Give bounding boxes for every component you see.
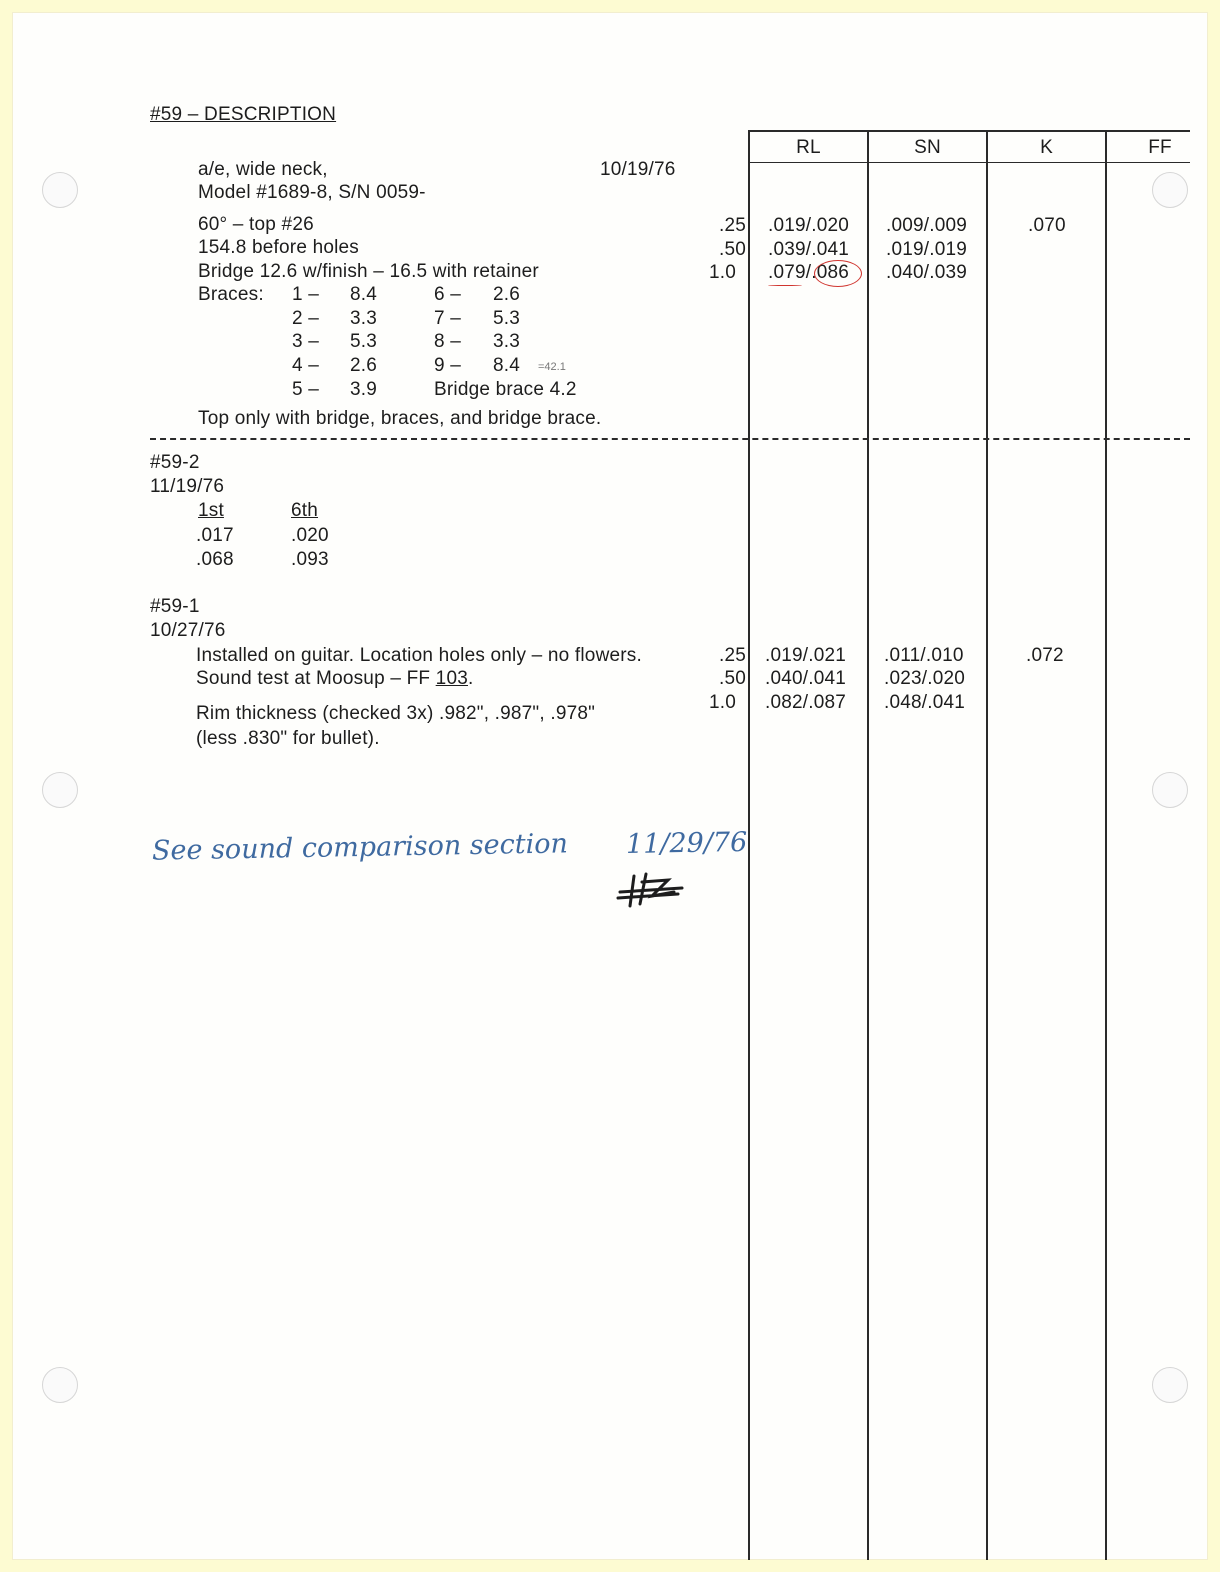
entry2-cell: .068	[196, 549, 234, 570]
entry1-line3: 60° – top #26	[198, 214, 314, 235]
red-underline-mark	[768, 285, 802, 286]
brace-number: 3 –	[292, 331, 320, 352]
entry3-line4: (less .830" for bullet).	[196, 728, 380, 749]
section-separator	[150, 438, 1190, 440]
load-value: .25	[718, 645, 746, 666]
column-header-sn: SN	[914, 137, 941, 158]
column-divider	[748, 130, 750, 1560]
brace-value: 2.6	[350, 355, 378, 376]
binder-hole	[1152, 1367, 1188, 1403]
entry2-id: #59-2	[150, 452, 200, 473]
entry2-col1-header: 1st	[198, 500, 224, 521]
brace-number: 2 –	[292, 308, 320, 329]
entry3-line2-number: 103	[435, 668, 468, 689]
brace-value: 3.3	[493, 331, 521, 352]
sn-value: .048/.041	[884, 692, 966, 713]
brace-value: 5.3	[493, 308, 521, 329]
column-divider	[986, 130, 988, 1560]
brace-value: 8.4	[493, 355, 521, 376]
brace-value: 2.6	[493, 284, 521, 305]
entry3-id: #59-1	[150, 596, 200, 617]
table-header-border	[748, 162, 1190, 163]
red-circle-mark	[814, 260, 862, 287]
load-value: .50	[718, 668, 746, 689]
load-value: 1.0	[708, 262, 736, 283]
entry1-line2: Model #1689-8, S/N 0059-	[198, 182, 426, 203]
entry3-line2-suffix: .	[467, 668, 474, 689]
braces-label: Braces:	[198, 284, 264, 305]
entry2-date: 11/19/76	[150, 476, 225, 497]
entry2-cell: .017	[196, 525, 234, 546]
brace-number: 1 –	[292, 284, 320, 305]
entry1-line4: 154.8 before holes	[198, 237, 359, 258]
binder-hole	[42, 772, 78, 808]
entry2-cell: .093	[291, 549, 329, 570]
column-divider	[867, 130, 869, 1560]
handwritten-date: 11/29/76	[625, 826, 748, 861]
initials-scribble	[612, 870, 692, 910]
rl-value: .039/.041	[768, 239, 850, 260]
binder-hole	[1152, 172, 1188, 208]
column-header-rl: RL	[796, 137, 821, 158]
binder-hole	[42, 1367, 78, 1403]
brace-value: 3.9	[350, 379, 378, 400]
entry1-summary: Top only with bridge, braces, and bridge brace.	[198, 408, 602, 429]
load-value: .50	[718, 239, 746, 260]
sn-value: .009/.009	[886, 215, 968, 236]
brace-number: 7 –	[434, 308, 462, 329]
entry2-col2-header: 6th	[291, 500, 319, 521]
entry1-line1: a/e, wide neck,	[198, 159, 328, 180]
entry1-date: 10/19/76	[600, 159, 676, 180]
brace-number: 9 –	[434, 355, 462, 376]
rl-value: .019/.020	[768, 215, 850, 236]
k-value: .070	[1028, 215, 1066, 236]
k-value: .072	[1026, 645, 1064, 666]
brace-number: 5 –	[292, 379, 320, 400]
brace-value: 8.4	[350, 284, 378, 305]
sn-value: .023/.020	[884, 668, 966, 689]
column-divider	[1105, 130, 1107, 1560]
rl-value: .019/.021	[765, 645, 847, 666]
brace-number: 8 –	[434, 331, 462, 352]
document-page	[12, 12, 1208, 1560]
brace-sum-handwritten: =42.1	[538, 361, 566, 373]
binder-hole	[1152, 772, 1188, 808]
brace-number: 4 –	[292, 355, 320, 376]
entry1-line5: Bridge 12.6 w/finish – 16.5 with retainer	[198, 261, 539, 282]
brace-value: 3.3	[350, 308, 378, 329]
entry3-line2-prefix: Sound test at Moosup – FF	[196, 668, 436, 689]
page-title: #59 – DESCRIPTION	[150, 104, 337, 125]
entry2-cell: .020	[291, 525, 329, 546]
brace-number: 6 –	[434, 284, 462, 305]
entry3-line1: Installed on guitar. Location holes only – no flowers.	[196, 645, 642, 666]
brace-value: 5.3	[350, 331, 378, 352]
rl-value: .040/.041	[765, 668, 847, 689]
sn-value: .040/.039	[886, 262, 968, 283]
sn-value: .011/.010	[884, 645, 964, 666]
entry3-date: 10/27/76	[150, 620, 226, 641]
bridge-brace: Bridge brace 4.2	[434, 379, 577, 400]
table-top-border	[748, 130, 1190, 132]
binder-hole	[42, 172, 78, 208]
sn-value: .019/.019	[886, 239, 968, 260]
load-value: 1.0	[708, 692, 736, 713]
column-header-k: K	[1040, 137, 1053, 158]
load-value: .25	[718, 215, 746, 236]
entry3-line2	[196, 668, 473, 690]
rl-value: .079/.086	[768, 262, 850, 283]
rl-value: .082/.087	[765, 692, 847, 713]
column-header-ff: FF	[1148, 137, 1172, 158]
entry3-line3: Rim thickness (checked 3x) .982", .987", .978"	[196, 703, 596, 724]
handwritten-note: See sound comparison section	[151, 828, 569, 867]
